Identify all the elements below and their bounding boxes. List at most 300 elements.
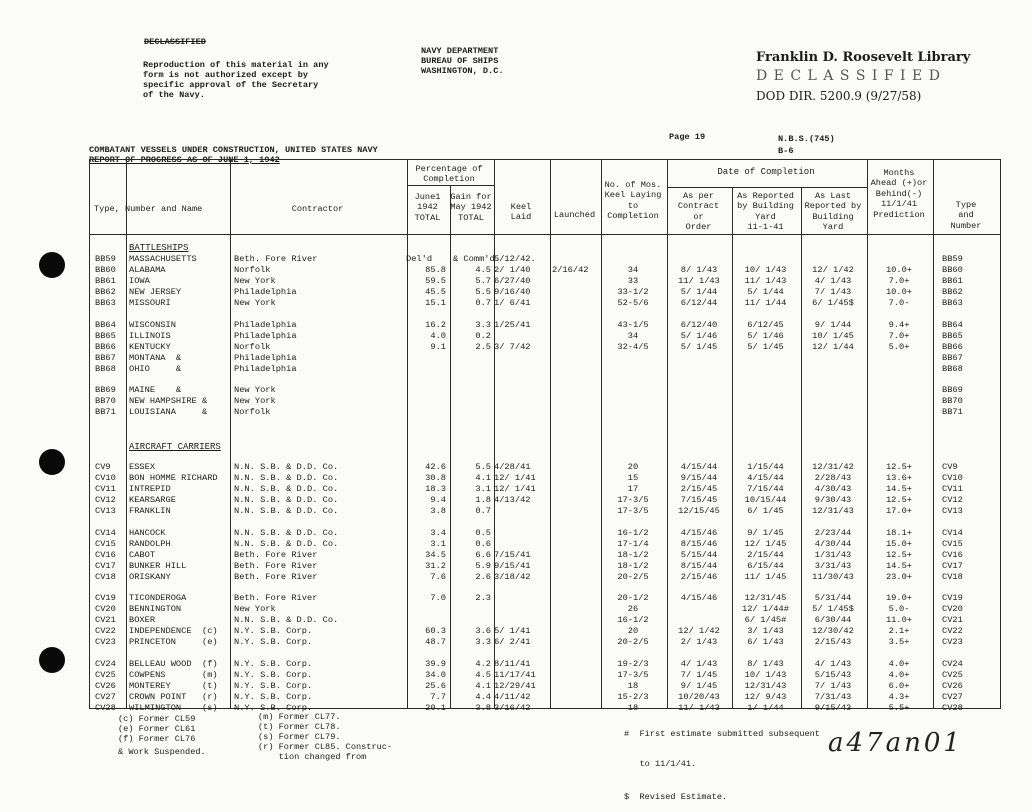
cell-reported: 9/ 1/45 — [747, 527, 784, 538]
cell-months: 9.4+ — [888, 319, 910, 330]
cell-type: CV11 — [95, 483, 116, 494]
cell-contract: 6/12/44 — [680, 297, 718, 308]
cell-lastrep: 11/30/43 — [812, 571, 854, 582]
cell-gain: 2.5 — [475, 341, 491, 352]
cell-lastrep: 7/ 1/43 — [814, 681, 852, 692]
cell-typeno: CV26 — [942, 681, 963, 692]
footnotes-middle — [258, 712, 392, 762]
cell-contractor: N.N. S.B. & D.D. Co. — [234, 483, 339, 494]
cell-name: LOUISIANA & — [129, 407, 208, 418]
cell-reported: 6/ 1/45 — [747, 505, 784, 516]
cell-gain: 6.6 — [475, 549, 491, 560]
cell-type: CV23 — [95, 637, 116, 648]
cell-lastrep: 5/15/43 — [814, 670, 852, 681]
cell-contractor: New York — [234, 396, 276, 407]
header-lastrep-line-4: Yard — [822, 222, 844, 233]
title-line-2: REPORT OF PROGRESS AS OF JUNE 1, 1942 — [89, 155, 280, 165]
cell-keel: 3/16/42 — [494, 702, 531, 713]
cell-name: BUNKER HILL — [129, 560, 187, 571]
footnote-mid-2: (t) Former CL78. — [258, 722, 341, 732]
cell-lastrep: 2/28/43 — [814, 473, 852, 483]
cell-reported: 12/ 1/45 — [744, 538, 787, 549]
navy-department-heading — [421, 46, 504, 76]
cell-contractor: Philadelphia — [234, 319, 297, 330]
cell-contract: 11/ 1/43 — [678, 275, 720, 286]
cell-lastrep: 4/ 1/43 — [814, 275, 852, 286]
cell-type: CV16 — [95, 549, 116, 560]
cell-keel: 4/13/42 — [494, 494, 531, 505]
cell-reported: 4/15/44 — [747, 473, 784, 483]
cell-months: 3.5+ — [888, 637, 910, 648]
cell-mos: 15-2/3 — [617, 692, 649, 702]
cell-gain: 4.2 — [475, 659, 491, 670]
cell-type: CV18 — [95, 571, 116, 582]
cell-mos: 43-1/5 — [617, 319, 649, 330]
footnote-right-2: to 11/1/41. — [624, 759, 697, 769]
reproduction-notice — [143, 60, 329, 100]
cell-gain: 5.7 — [475, 275, 491, 286]
cell-contractor: N.Y. S.B. Corp. — [234, 692, 313, 702]
cell-mos: 33-1/2 — [617, 286, 649, 297]
cell-months: 23.0+ — [885, 571, 913, 582]
punch-hole-middle — [39, 449, 65, 475]
cell-reported: 2/15/44 — [747, 549, 784, 560]
cell-keel: 6/ 2/41 — [494, 637, 531, 648]
cell-typeno: CV20 — [942, 604, 963, 615]
cell-months: 2.1+ — [888, 626, 910, 637]
cell-typeno: BB68 — [942, 363, 963, 374]
cell-contractor: N.Y. S.B. Corp. — [234, 659, 313, 670]
cell-mos: 18 — [627, 702, 639, 713]
cell-mos: 52-5/6 — [617, 297, 649, 308]
cell-reported: 10/ 1/43 — [744, 264, 787, 275]
cell-june: 39.9 — [425, 659, 446, 670]
cell-lastrep: 12/30/42 — [812, 626, 854, 637]
footnote-left-1: (c) Former CL59 — [118, 714, 196, 724]
cell-type: CV27 — [95, 692, 116, 702]
cell-lastrep: 9/30/43 — [814, 494, 852, 505]
cell-mos: 15 — [627, 473, 639, 483]
cell-name: NEW HAMPSHIRE & — [129, 396, 208, 407]
cell-typeno: BB71 — [942, 407, 963, 418]
cell-gain: 3.3 — [475, 319, 491, 330]
cell-typeno: BB61 — [942, 275, 963, 286]
cell-keel: 1/25/41 — [494, 319, 531, 330]
cell-contractor: N.N. S.B. & D.D. Co. — [234, 527, 339, 538]
cell-june: 7.0 — [430, 593, 446, 604]
cell-typeno: CV14 — [942, 527, 963, 538]
cell-typeno: CV27 — [942, 692, 963, 702]
cell-type: CV17 — [95, 560, 116, 571]
header-lastrep-line-3: Building — [812, 211, 854, 222]
footnote-left-3: (f) Former CL76 — [118, 734, 196, 744]
cell-contract: 4/15/44 — [680, 462, 718, 473]
dept-line-2: BUREAU OF SHIPS — [421, 56, 499, 66]
cell-type: CV28 — [95, 702, 116, 713]
section-battleships: BATTLESHIPS — [129, 243, 189, 253]
cell-contract: 8/ 1/43 — [680, 264, 718, 275]
library-authority: DOD DIR. 5200.9 (9/27/58) — [756, 89, 922, 103]
cell-june: 48.7 — [425, 637, 446, 648]
cell-gain: 5.5 — [475, 286, 491, 297]
cell-mos: 18 — [627, 681, 639, 692]
cell-reported: 12/31/43 — [744, 681, 787, 692]
cell-contractor: Norfolk — [234, 407, 271, 418]
cell-june: 20.1 — [425, 702, 446, 713]
cell-type: BB71 — [95, 407, 116, 418]
cell-months: 4.0+ — [888, 670, 910, 681]
cell-contractor: Philadelphia — [234, 286, 297, 297]
cell-name: BOXER — [129, 615, 156, 626]
cell-contractor: New York — [234, 275, 276, 286]
cell-lastrep: 12/31/42 — [812, 462, 854, 473]
header-as-reported — [731, 191, 800, 233]
cell-name: BELLEAU WOOD (f) — [129, 659, 218, 670]
cell-type: CV19 — [95, 593, 116, 604]
cell-contractor: N.Y. S.B. Corp. — [234, 681, 313, 692]
cell-months: 13.6+ — [885, 473, 913, 483]
cell-mos: 20-2/5 — [617, 637, 649, 648]
cell-contract: 12/ 1/42 — [678, 626, 720, 637]
cell-type: CV26 — [95, 681, 116, 692]
cell-type: CV22 — [95, 626, 116, 637]
cell-type: CV13 — [95, 505, 116, 516]
cell-type: CV10 — [95, 473, 116, 483]
cell-june: 45.5 — [425, 286, 446, 297]
header-months-keel-to-completion — [600, 180, 666, 222]
header-lastrep-line-1: As Last — [814, 191, 852, 201]
cell-name: FRANKLIN — [129, 505, 171, 516]
b6-code: B-6 — [778, 146, 794, 156]
cell-months: 5.5+ — [888, 702, 910, 713]
cell-mos: 34 — [627, 264, 639, 275]
dept-line-3: WASHINGTON, D.C. — [421, 66, 504, 76]
cell-reported: 1/ 1/44 — [747, 702, 784, 713]
footnote-mid-3: (s) Former CL79. — [258, 732, 341, 742]
cell-reported: 12/ 9/43 — [744, 692, 787, 702]
cell-name: ALABAMA — [129, 264, 166, 275]
cell-months: 15.0+ — [885, 538, 913, 549]
header-typeno-line-3: Number — [950, 220, 982, 231]
cell-contract: 6/12/40 — [680, 319, 718, 330]
cell-typeno: CV10 — [942, 473, 963, 483]
cell-typeno: CV9 — [942, 462, 958, 473]
cell-contract: 12/15/45 — [678, 505, 720, 516]
cell-reported: 6/12/45 — [747, 319, 784, 330]
cell-mos: 20-1/2 — [617, 593, 649, 604]
punch-hole-bottom — [39, 647, 65, 673]
header-gain-line-1: Gain for — [450, 192, 492, 202]
cell-months: 14.5+ — [885, 483, 913, 494]
footnotes-right — [624, 709, 820, 812]
cell-type: BB65 — [95, 330, 116, 341]
header-june-line-3: TOTAL — [414, 212, 441, 223]
cell-contractor: N.N. S.B. & D.D. Co. — [234, 505, 339, 516]
cell-typeno: CV17 — [942, 560, 963, 571]
cell-keel: 5/12/42. — [494, 254, 536, 264]
header-reported-line-2: by Building — [737, 201, 794, 212]
cell-gain: 0.7 — [475, 505, 491, 516]
cell-lastrep: 7/31/43 — [814, 692, 852, 702]
cell-type: BB61 — [95, 275, 116, 286]
header-months-line-5: Prediction — [873, 209, 925, 220]
cell-reported: 6/ 1/45# — [744, 615, 787, 626]
cell-contract: 4/15/46 — [680, 527, 718, 538]
cell-lastrep: 7/ 1/43 — [814, 286, 852, 297]
cell-typeno: BB67 — [942, 352, 963, 363]
footnote-right-3: $ Revised Estimate. — [624, 792, 728, 802]
cell-contractor: Beth. Fore River — [234, 571, 318, 582]
cell-lastrep: 10/ 1/45 — [812, 330, 854, 341]
header-contract-line-2: Contract — [677, 201, 720, 212]
cell-reported: 11/ 1/45 — [744, 571, 787, 582]
cell-name: NEW JERSEY — [129, 286, 182, 297]
fdr-library-stamp — [756, 50, 1006, 103]
cell-contract: 5/ 1/46 — [680, 330, 718, 341]
cell-type: CV14 — [95, 527, 116, 538]
cell-contract: 5/ 1/45 — [680, 341, 718, 352]
cell-months: 17.0+ — [885, 505, 913, 516]
cell-reported: 10/15/44 — [744, 494, 787, 505]
footnotes-left — [118, 714, 206, 757]
cell-reported: 3/ 1/43 — [747, 626, 784, 637]
cell-mos: 18-1/2 — [617, 560, 649, 571]
header-reported-line-4: 11-1-41 — [747, 222, 784, 233]
header-june-1942 — [406, 192, 449, 223]
cell-typeno: BB65 — [942, 330, 963, 341]
cell-june: 18.3 — [425, 483, 446, 494]
cell-launched: 2/16/42 — [552, 264, 589, 275]
header-lastrep-line-2: Reported by — [804, 201, 862, 212]
cell-gain: 3.1 — [475, 483, 491, 494]
cell-months: 18.1+ — [885, 527, 913, 538]
cell-contract: 5/ 1/44 — [680, 286, 718, 297]
cell-name: INTREPID — [129, 483, 171, 494]
footnote-mid-4: (r) Former CL85. Construc- — [258, 742, 393, 752]
cell-reported: 5/ 1/44 — [747, 286, 784, 297]
header-reported-line-3: Yard — [755, 211, 776, 222]
cell-contractor: N.N. S.B. & D.D. Co. — [234, 538, 339, 549]
cell-mos: 16-1/2 — [617, 615, 649, 626]
cell-months: 19.0+ — [885, 593, 913, 604]
cell-mos: 33 — [627, 275, 639, 286]
cell-contractor: N.Y. S.B. Corp. — [234, 626, 313, 637]
cell-keel: 8/11/41 — [494, 659, 531, 670]
cell-june: 34.5 — [425, 549, 446, 560]
cell-contractor: New York — [234, 297, 276, 308]
cell-type: CV20 — [95, 604, 116, 615]
cell-contract: 8/15/44 — [680, 560, 718, 571]
cell-reported: 5/ 1/46 — [747, 330, 784, 341]
cell-typeno: CV18 — [942, 571, 963, 582]
cell-type: BB66 — [95, 341, 116, 352]
cell-gain: 4.1 — [475, 681, 491, 692]
library-declassified: D E C L A S S I F I E D — [756, 68, 941, 84]
cell-june: 85.8 — [425, 264, 446, 275]
header-contract-line-1: As per — [683, 191, 714, 201]
cell-name: TICONDEROGA — [129, 593, 187, 604]
nbs-code: N.B.S.(745) — [778, 134, 835, 144]
declassified-stamp: DECLASSIFIED — [144, 37, 206, 47]
cell-keel: 6/27/40 — [494, 275, 531, 286]
header-months-line-3: Behind(-) — [875, 188, 923, 199]
cell-typeno: CV11 — [942, 483, 963, 494]
cell-contractor: N.N. S.B. & D.D. Co. — [234, 462, 339, 473]
cell-keel: 5/ 1/41 — [494, 626, 531, 637]
cell-contractor: Philadelphia — [234, 330, 297, 341]
cell-contractor: N.Y. S.B. Corp. — [234, 702, 313, 713]
cell-months: 12.5+ — [885, 494, 913, 505]
header-months-line-1: Months — [883, 168, 915, 178]
cell-typeno: CV24 — [942, 659, 963, 670]
cell-june: 34.0 — [425, 670, 446, 681]
cell-months: 5.0- — [888, 604, 910, 615]
cell-june: 3.8 — [430, 505, 446, 516]
cell-contract: 9/ 1/45 — [680, 681, 718, 692]
cell-june: 4.0 — [430, 330, 446, 341]
cell-contractor: Philadelphia — [234, 352, 297, 363]
cell-mos: 19-2/3 — [617, 659, 649, 670]
cell-keel: 4/28/41 — [494, 462, 531, 473]
header-launched: Launched — [553, 210, 596, 220]
cell-contractor: New York — [234, 385, 276, 396]
cell-mos: 17-1/4 — [617, 538, 649, 549]
cell-name: ORISKANY — [129, 571, 171, 582]
header-gain-line-2: May 1942 — [450, 202, 492, 213]
cell-keel: 9/15/41 — [494, 560, 531, 571]
header-keel-line-2: Laid — [510, 212, 532, 223]
cell-gain: 2.3 — [475, 593, 491, 604]
cell-lastrep: 4/ 1/43 — [814, 659, 852, 670]
header-type-and-number — [932, 200, 1000, 231]
cell-typeno: CV23 — [942, 637, 963, 648]
cell-june: 9.4 — [430, 494, 446, 505]
cell-mos: 20 — [627, 462, 639, 473]
cell-mos: 32-4/5 — [617, 341, 649, 352]
cell-months: 12.5+ — [885, 462, 913, 473]
cell-months: 5.0+ — [888, 341, 910, 352]
cell-keel: 1/ 6/41 — [494, 297, 531, 308]
cell-name: MISSOURI — [129, 297, 171, 308]
cell-type: BB70 — [95, 396, 116, 407]
cell-name: WILMINGTON (s) — [129, 702, 218, 713]
cell-contractor: Beth. Fore River — [234, 254, 318, 264]
cell-lastrep: 12/31/43 — [812, 505, 854, 516]
cell-typeno: BB64 — [942, 319, 963, 330]
cell-contractor: New York — [234, 604, 276, 615]
header-mos-line-1: No. of Mos. — [604, 180, 662, 190]
cell-typeno: BB70 — [942, 396, 963, 407]
cell-name: OHIO & — [129, 363, 182, 374]
header-keel-line-1: Keel — [510, 202, 532, 212]
cell-months: 6.0+ — [888, 681, 910, 692]
cell-reported: 6/15/44 — [747, 560, 784, 571]
notice-line-3: specific approval of the Secretary — [143, 80, 319, 90]
cell-type: CV21 — [95, 615, 116, 626]
header-reported-line-1: As Reported — [737, 191, 794, 201]
cell-months: 7.0+ — [888, 275, 910, 286]
header-keel-laid — [493, 202, 549, 223]
cell-lastrep: 12/ 1/44 — [812, 341, 854, 352]
cell-name: ESSEX — [129, 462, 156, 473]
footnote-right-1: # First estimate submitted subsequent — [624, 729, 820, 739]
cell-type: CV24 — [95, 659, 116, 670]
cell-june: 7.7 — [430, 692, 446, 702]
cell-gain: 3.3 — [475, 637, 491, 648]
cell-months: 4.3+ — [888, 692, 910, 702]
cell-gain: 0.7 — [475, 297, 491, 308]
cell-typeno: BB63 — [942, 297, 963, 308]
cell-contractor: N.N. S.B. & D.D. Co. — [234, 473, 339, 483]
cell-type: BB68 — [95, 363, 116, 374]
cell-contract: 2/15/46 — [680, 571, 718, 582]
cell-contract: 8/15/46 — [680, 538, 718, 549]
header-months-line-2: Ahead (+)or — [870, 178, 928, 189]
cell-typeno: CV21 — [942, 615, 963, 626]
cell-june: 59.5 — [425, 275, 446, 286]
cell-gain: & Comm'd. — [453, 254, 500, 264]
cell-keel: 12/ 1/41 — [494, 483, 536, 494]
cell-type: BB67 — [95, 352, 116, 363]
cell-typeno: BB60 — [942, 264, 963, 275]
cell-contractor: N.N. S.B. & D.D. Co. — [234, 494, 339, 505]
header-as-per-contract — [666, 191, 731, 233]
cell-gain: 4.4 — [475, 692, 491, 702]
header-gain-may-1942 — [449, 192, 493, 223]
cell-gain: 4.5 — [475, 670, 491, 681]
cell-type: BB60 — [95, 264, 116, 275]
cell-contractor: Beth. Fore River — [234, 593, 318, 604]
cell-contractor: Norfolk — [234, 264, 271, 275]
cell-name: RANDOLPH — [129, 538, 171, 549]
cell-june: 3.4 — [430, 527, 446, 538]
cell-typeno: CV15 — [942, 538, 963, 549]
cell-lastrep: 3/31/43 — [814, 560, 852, 571]
cell-type: CV25 — [95, 670, 116, 681]
header-gain-line-3: TOTAL — [458, 212, 484, 223]
cell-name: MONTEREY (t) — [129, 681, 218, 692]
cell-name: BENNINGTON — [129, 604, 182, 615]
title-line-1: COMBATANT VESSELS UNDER CONSTRUCTION, UNITED STATES NAVY — [89, 145, 378, 155]
cell-contractor: Philadelphia — [234, 363, 297, 374]
cell-gain: 4.1 — [475, 473, 491, 483]
cell-contract: 2/ 1/43 — [680, 637, 718, 648]
cell-june: 7.6 — [430, 571, 446, 582]
cell-lastrep: 12/ 1/42 — [812, 264, 854, 275]
header-mos-line-2: Keel Laying — [604, 190, 662, 201]
cell-months: 4.0+ — [888, 659, 910, 670]
notice-line-1: Reproduction of this material in any — [143, 60, 329, 70]
cell-typeno: CV13 — [942, 505, 963, 516]
cell-gain: 4.5 — [475, 264, 491, 275]
cell-june: 25.6 — [425, 681, 446, 692]
footnote-mid-5: tion changed from — [258, 752, 367, 762]
cell-gain: 1.8 — [475, 494, 491, 505]
notice-line-4: of the Navy. — [143, 90, 205, 100]
cell-contract: 7/ 1/45 — [680, 670, 718, 681]
cell-type: CV15 — [95, 538, 116, 549]
cell-type: BB64 — [95, 319, 116, 330]
cell-contractor: Norfolk — [234, 341, 271, 352]
cell-june: 42.6 — [425, 462, 446, 473]
cell-type: CV9 — [95, 462, 111, 473]
cell-june: 15.1 — [425, 297, 446, 308]
cell-reported: 8/ 1/43 — [747, 659, 784, 670]
cell-typeno: BB59 — [942, 254, 963, 264]
cell-typeno: BB62 — [942, 286, 963, 297]
cell-mos: 17-3/5 — [617, 505, 649, 516]
cell-keel: 12/ 1/41 — [494, 473, 536, 483]
